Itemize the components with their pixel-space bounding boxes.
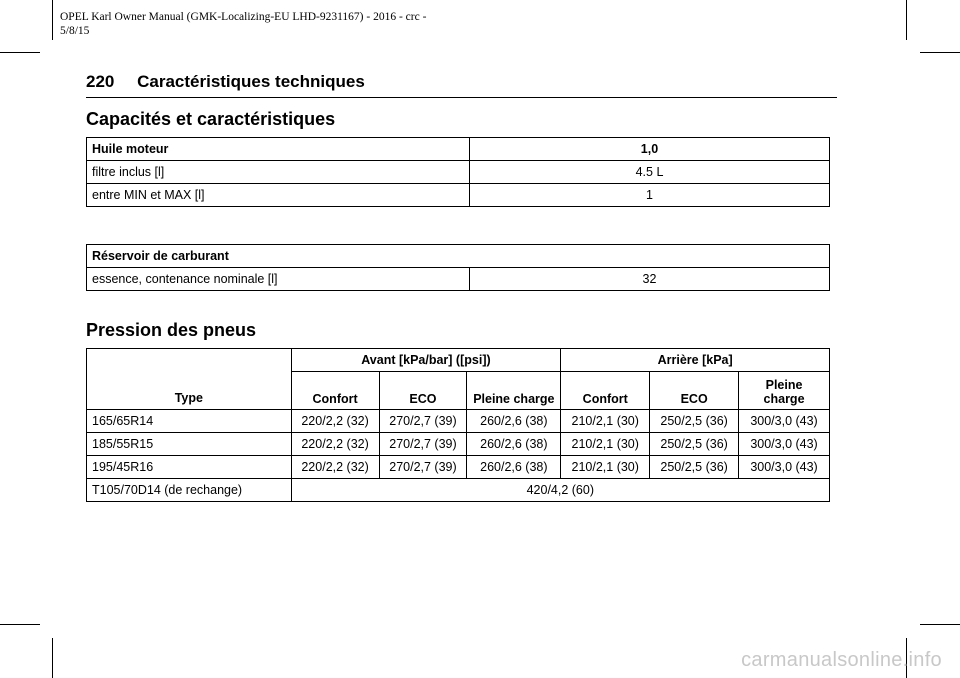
crop-mark — [52, 638, 53, 678]
table-cell: 195/45R16 — [87, 456, 292, 479]
table-cell: 260/2,6 (38) — [467, 433, 561, 456]
rear-header: Arrière [kPa] — [561, 349, 830, 372]
table-row — [87, 433, 830, 456]
table-cell: 300/3,0 (43) — [739, 433, 830, 456]
table-header-cell: Huile moteur — [87, 138, 470, 161]
table-cell: 220/2,2 (32) — [291, 433, 379, 456]
table-cell: 210/2,1 (30) — [561, 410, 650, 433]
crop-mark — [52, 0, 53, 40]
table-cell: 1 — [470, 184, 830, 207]
table-row — [87, 161, 830, 184]
fuel-tank-table — [86, 244, 830, 291]
table-cell: 4.5 L — [470, 161, 830, 184]
crop-mark — [920, 52, 960, 53]
table-row — [87, 456, 830, 479]
front-header: Avant [kPa/bar] ([psi]) — [291, 349, 561, 372]
table-cell: 250/2,5 (36) — [650, 410, 739, 433]
table-cell: 250/2,5 (36) — [650, 433, 739, 456]
table-cell: 300/3,0 (43) — [739, 456, 830, 479]
page-number: 220 — [86, 72, 115, 91]
column-header: Confort — [291, 372, 379, 410]
crop-mark — [906, 0, 907, 40]
column-header: Confort — [561, 372, 650, 410]
print-metadata-line: OPEL Karl Owner Manual (GMK-Localizing-EU LHD-9231167) - 2016 - crc - — [60, 11, 427, 23]
table-cell: filtre inclus [l] — [87, 161, 470, 184]
column-header: Pleine charge — [467, 372, 561, 410]
column-header: Pleine charge — [739, 372, 830, 410]
capacities-heading: Capacités et caractéristiques — [86, 109, 336, 129]
table-cell: 210/2,1 (30) — [561, 456, 650, 479]
table-cell: 32 — [470, 268, 830, 291]
table-cell: 300/3,0 (43) — [739, 410, 830, 433]
table-cell: 270/2,7 (39) — [379, 433, 467, 456]
table-header-cell: 1,0 — [470, 138, 830, 161]
table-cell: 250/2,5 (36) — [650, 456, 739, 479]
table-row — [87, 184, 830, 207]
table-cell: 220/2,2 (32) — [291, 410, 379, 433]
section-title: Caractéristiques techniques — [137, 72, 365, 91]
header-rule — [86, 97, 837, 98]
tyre-pressure-table — [86, 348, 830, 502]
table-cell: entre MIN et MAX [l] — [87, 184, 470, 207]
type-header: Type — [87, 349, 292, 410]
tyre-pressure-heading: Pression des pneus — [86, 320, 257, 340]
table-header-row — [87, 245, 830, 268]
table-cell: 260/2,6 (38) — [467, 410, 561, 433]
table-cell: 210/2,1 (30) — [561, 433, 650, 456]
print-metadata — [60, 10, 426, 38]
column-header: ECO — [650, 372, 739, 410]
table-cell: 270/2,7 (39) — [379, 410, 467, 433]
column-header: ECO — [379, 372, 467, 410]
crop-mark — [0, 52, 40, 53]
table-cell: 220/2,2 (32) — [291, 456, 379, 479]
table-cell: T105/70D14 (de rechange) — [87, 479, 292, 502]
engine-oil-table — [86, 137, 830, 207]
table-row — [87, 479, 830, 502]
print-metadata-date: 5/8/15 — [60, 25, 90, 37]
site-watermark: carmanualsonline.info — [741, 649, 942, 671]
table-cell: 270/2,7 (39) — [379, 456, 467, 479]
table-row — [87, 410, 830, 433]
table-header-row — [87, 349, 830, 372]
page-header — [86, 72, 837, 92]
table-cell: 260/2,6 (38) — [467, 456, 561, 479]
table-row — [87, 268, 830, 291]
table-cell: 165/65R14 — [87, 410, 292, 433]
table-cell: essence, contenance nominale [l] — [87, 268, 470, 291]
table-header-cell: Réservoir de carburant — [87, 245, 830, 268]
table-cell: 185/55R15 — [87, 433, 292, 456]
table-header-row — [87, 138, 830, 161]
table-cell: 420/4,2 (60) — [291, 479, 829, 502]
crop-mark — [920, 624, 960, 625]
crop-mark — [0, 624, 40, 625]
